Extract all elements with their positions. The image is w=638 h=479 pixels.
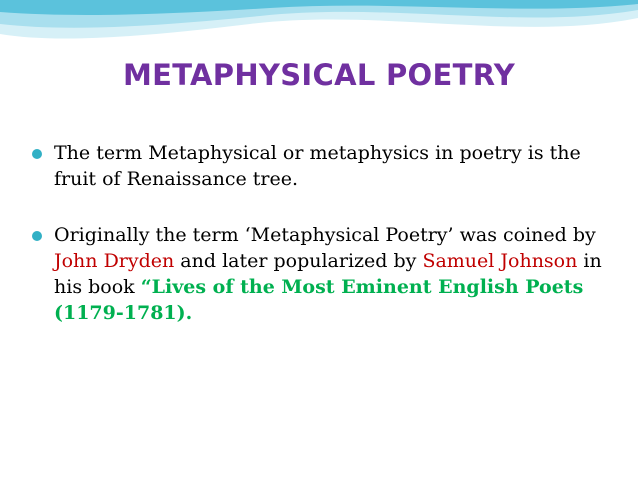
bullet-dot-icon: [32, 149, 42, 159]
author-name-johnson: Samuel Johnson: [422, 250, 578, 272]
bullet-text: The term Metaphysical or metaphysics in poetry is the fruit of Renaissance tree.: [54, 142, 581, 190]
bullet-text-part: and later popularized by: [174, 250, 423, 272]
bullet-dot-icon: [32, 231, 42, 241]
bullet-text-part: Originally the term ‘Metaphysical Poetry’ was coined by: [54, 224, 596, 246]
bullet-item-2: [32, 222, 607, 326]
bullet-list: [32, 140, 607, 326]
author-name-dryden: John Dryden: [54, 250, 175, 272]
slide-title: METAPHYSICAL POETRY: [122, 58, 516, 92]
bullet-text-part: in his book: [54, 250, 602, 298]
bullet-item-1: [32, 140, 607, 192]
header-wave-decoration: [0, 0, 638, 60]
book-title: “Lives of the Most Eminent English Poets (1179-1781).: [54, 276, 584, 324]
